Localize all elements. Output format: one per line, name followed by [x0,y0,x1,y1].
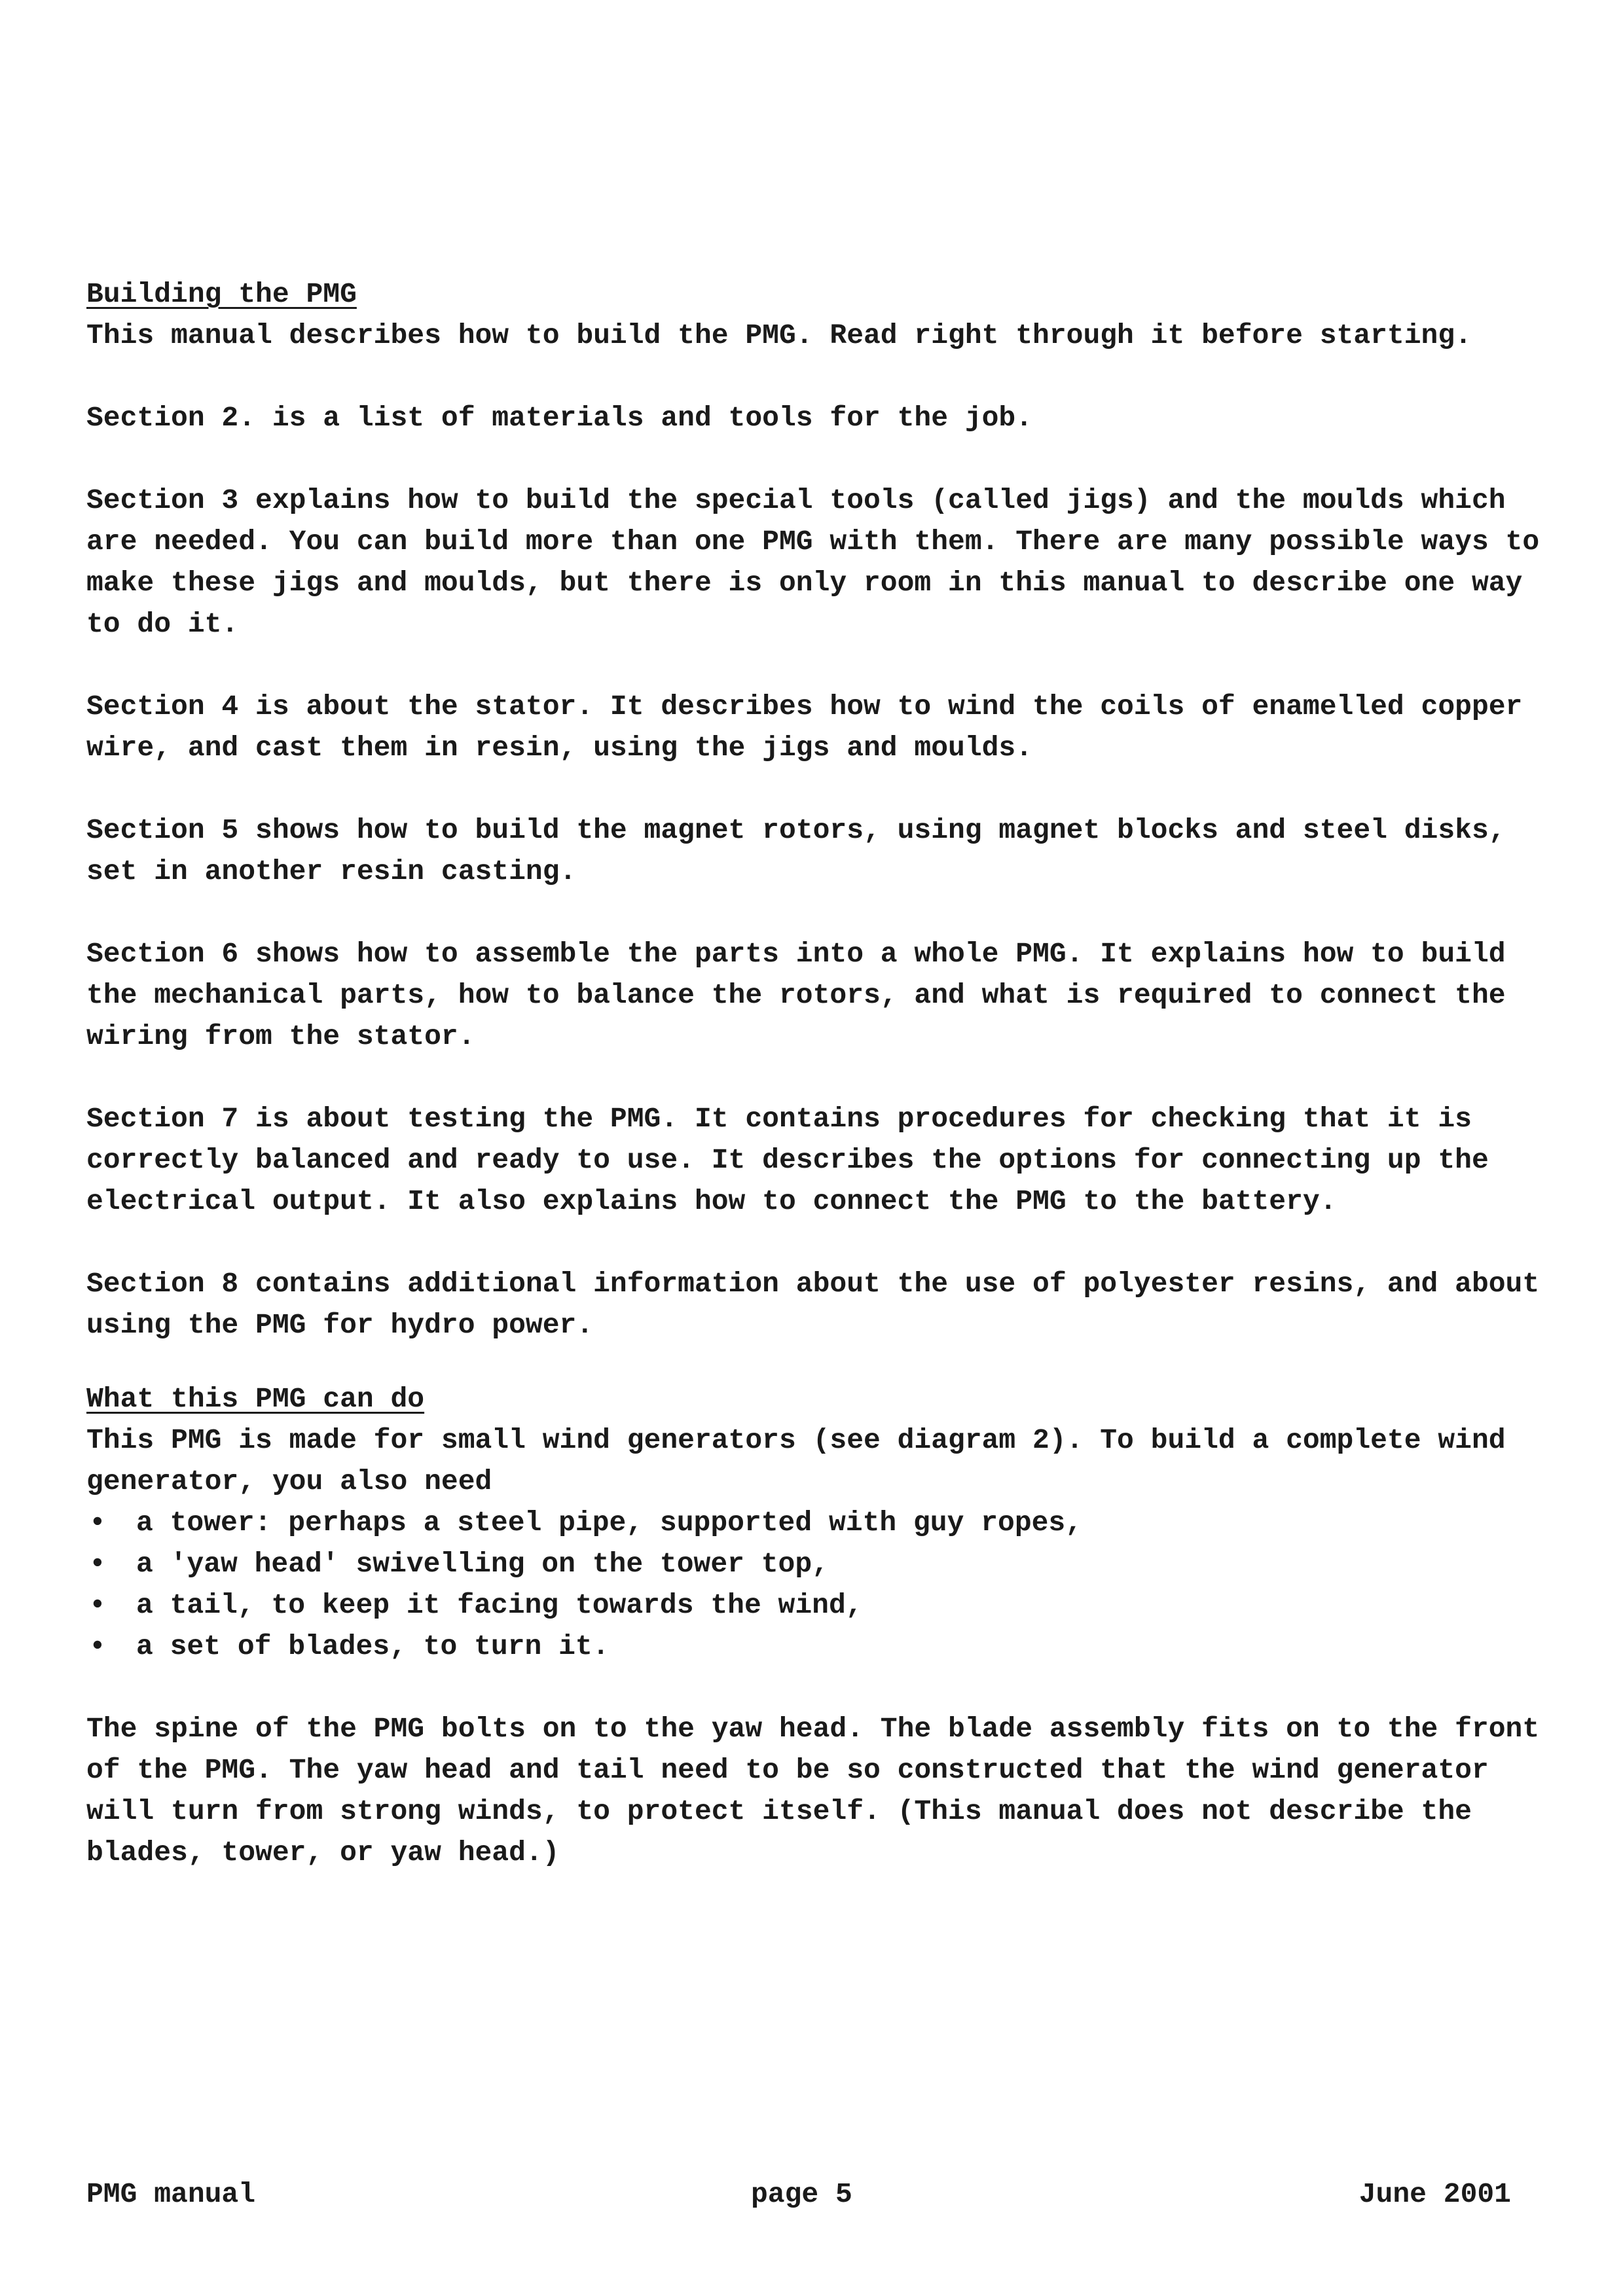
paragraph-closing: The spine of the PMG bolts on to the yaw head. The blade assembly fits on to the front of the PMG. The yaw head and tail need to be so constructed that the wind generator will turn from strong winds, to protect itself. (This manual does not describe the blades, tower, or yaw head.) [86,1713,1540,1869]
page-body [86,274,1546,1873]
page-footer [86,2174,1511,2215]
paragraph-capabilities-intro: This PMG is made for small wind generators (see diagram 2). To build a complete wind generator, you also need [86,1424,1506,1498]
list-item [86,1585,1546,1626]
heading-what-this-pmg-can-do: What this PMG can do [86,1383,425,1415]
bullet-icon: • [89,1507,106,1539]
list-item-text: a 'yaw head' swivelling on the tower top, [136,1548,829,1580]
bullet-icon: • [89,1548,106,1580]
section-heading-wrapper [86,1378,1546,1420]
paragraph-section-8: Section 8 contains additional information about the use of polyester resins, and about using the PMG for hydro power. [86,1268,1540,1341]
requirements-list [86,1502,1546,1667]
list-item-text: a set of blades, to turn it. [136,1630,610,1662]
section-spacer [86,1346,1546,1378]
footer-page-number: page 5 [751,2178,852,2210]
paragraph-section-7: Section 7 is about testing the PMG. It contains procedures for checking that it is correctly balanced and ready to use. It describes the options for connecting up the electrical output. It also explains how to connect the PMG to the battery. [86,1103,1489,1217]
heading-building-the-pmg: Building the PMG [86,278,357,310]
footer-date: June 2001 [1359,2178,1511,2210]
list-item-text: a tail, to keep it facing towards the wind, [136,1589,863,1621]
bullet-icon: • [89,1630,106,1662]
list-item-text: a tower: perhaps a steel pipe, supported with guy ropes, [136,1507,1083,1539]
list-item [86,1543,1546,1585]
bullet-icon: • [89,1589,106,1621]
footer-document-title: PMG manual [86,2178,256,2210]
section-heading-wrapper [86,274,1546,315]
list-item [86,1626,1546,1667]
paragraph-section-3: Section 3 explains how to build the special tools (called jigs) and the moulds which are needed. You can build more than one PMG with them. There are many possible ways to make these jigs and moulds, but there is only room in this manual to describe one way to do it. [86,484,1540,640]
paragraph-section-4: Section 4 is about the stator. It describes how to wind the coils of enamelled copper wire, and cast them in resin, using the jigs and moulds. [86,691,1523,764]
list-item [86,1502,1546,1543]
paragraph-section-2: Section 2. is a list of materials and tools for the job. [86,402,1033,434]
paragraph-section-5: Section 5 shows how to build the magnet rotors, using magnet blocks and steel disks, set in another resin casting. [86,814,1506,888]
paragraph-section-6: Section 6 shows how to assemble the parts into a whole PMG. It explains how to build the mechanical parts, how to balance the rotors, and what is required to connect the wiring from the stator. [86,938,1506,1052]
paragraph-intro: This manual describes how to build the PMG. Read right through it before starting. [86,319,1472,351]
